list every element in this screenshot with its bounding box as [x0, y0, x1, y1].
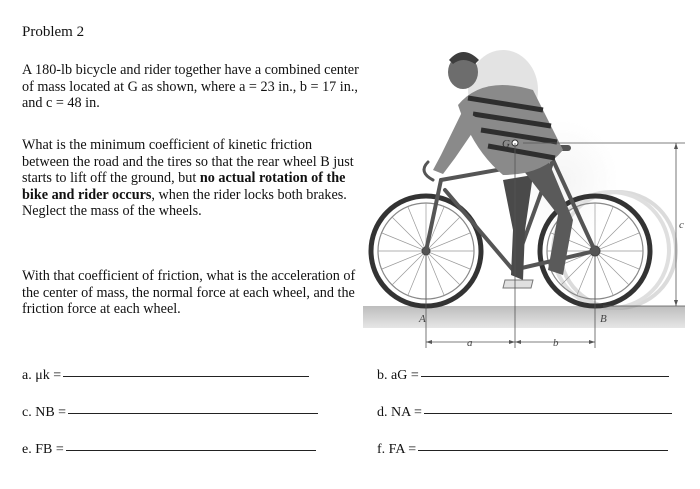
label-dimension-c: c — [679, 219, 684, 231]
answer-a-blank[interactable] — [63, 375, 309, 377]
answer-b-label: b. aG = — [377, 368, 419, 383]
question-friction-text-2: , when the rider locks both brakes. Neglect the mass of the wheels. — [22, 186, 347, 220]
answer-e-blank[interactable] — [66, 449, 316, 451]
road-surface — [363, 306, 685, 328]
problem-title: Problem 2 — [22, 24, 85, 40]
answer-c-label: c. NB = — [22, 405, 67, 420]
answer-c — [22, 405, 318, 421]
answer-a — [22, 368, 309, 384]
label-dimension-a: a — [467, 337, 473, 349]
answer-f — [377, 442, 668, 458]
answer-e — [22, 442, 316, 458]
label-a-point: A — [419, 313, 426, 325]
answer-d-label: d. NA = — [377, 405, 422, 420]
question-friction-text-1: What is the minimum coefficient of kinetic friction between the road and the tires so that the rear wheel B just starts to lift off the ground, but — [22, 137, 354, 187]
answer-f-blank[interactable] — [418, 449, 668, 451]
answer-e-label: e. FB = — [22, 442, 64, 457]
question-friction — [22, 137, 362, 220]
rider — [433, 52, 573, 288]
bicycle-rider-figure — [363, 30, 685, 360]
problem-statement: A 180-lb bicycle and rider together have a combined center of mass located at G as shown, where a = 23 in., b = 17 in., and c = 48 in. — [22, 62, 359, 112]
answer-c-blank[interactable] — [68, 412, 318, 414]
label-b-point: B — [600, 313, 607, 325]
answer-d-blank[interactable] — [424, 412, 672, 414]
answer-d — [377, 405, 672, 421]
answer-a-label: a. μk = — [22, 368, 62, 383]
answer-f-label: f. FA = — [377, 442, 417, 457]
label-dimension-b: b — [553, 337, 559, 349]
question-friction-emphasis: no actual rotation of the bike and rider occurs — [22, 170, 346, 203]
answer-b — [377, 368, 669, 384]
answer-b-blank[interactable] — [421, 375, 669, 377]
question-forces: With that coefficient of friction, what is the acceleration of the center of mass, the normal force at each wheel, and the friction force at each wheel. — [22, 268, 356, 318]
label-g: G — [502, 138, 510, 150]
